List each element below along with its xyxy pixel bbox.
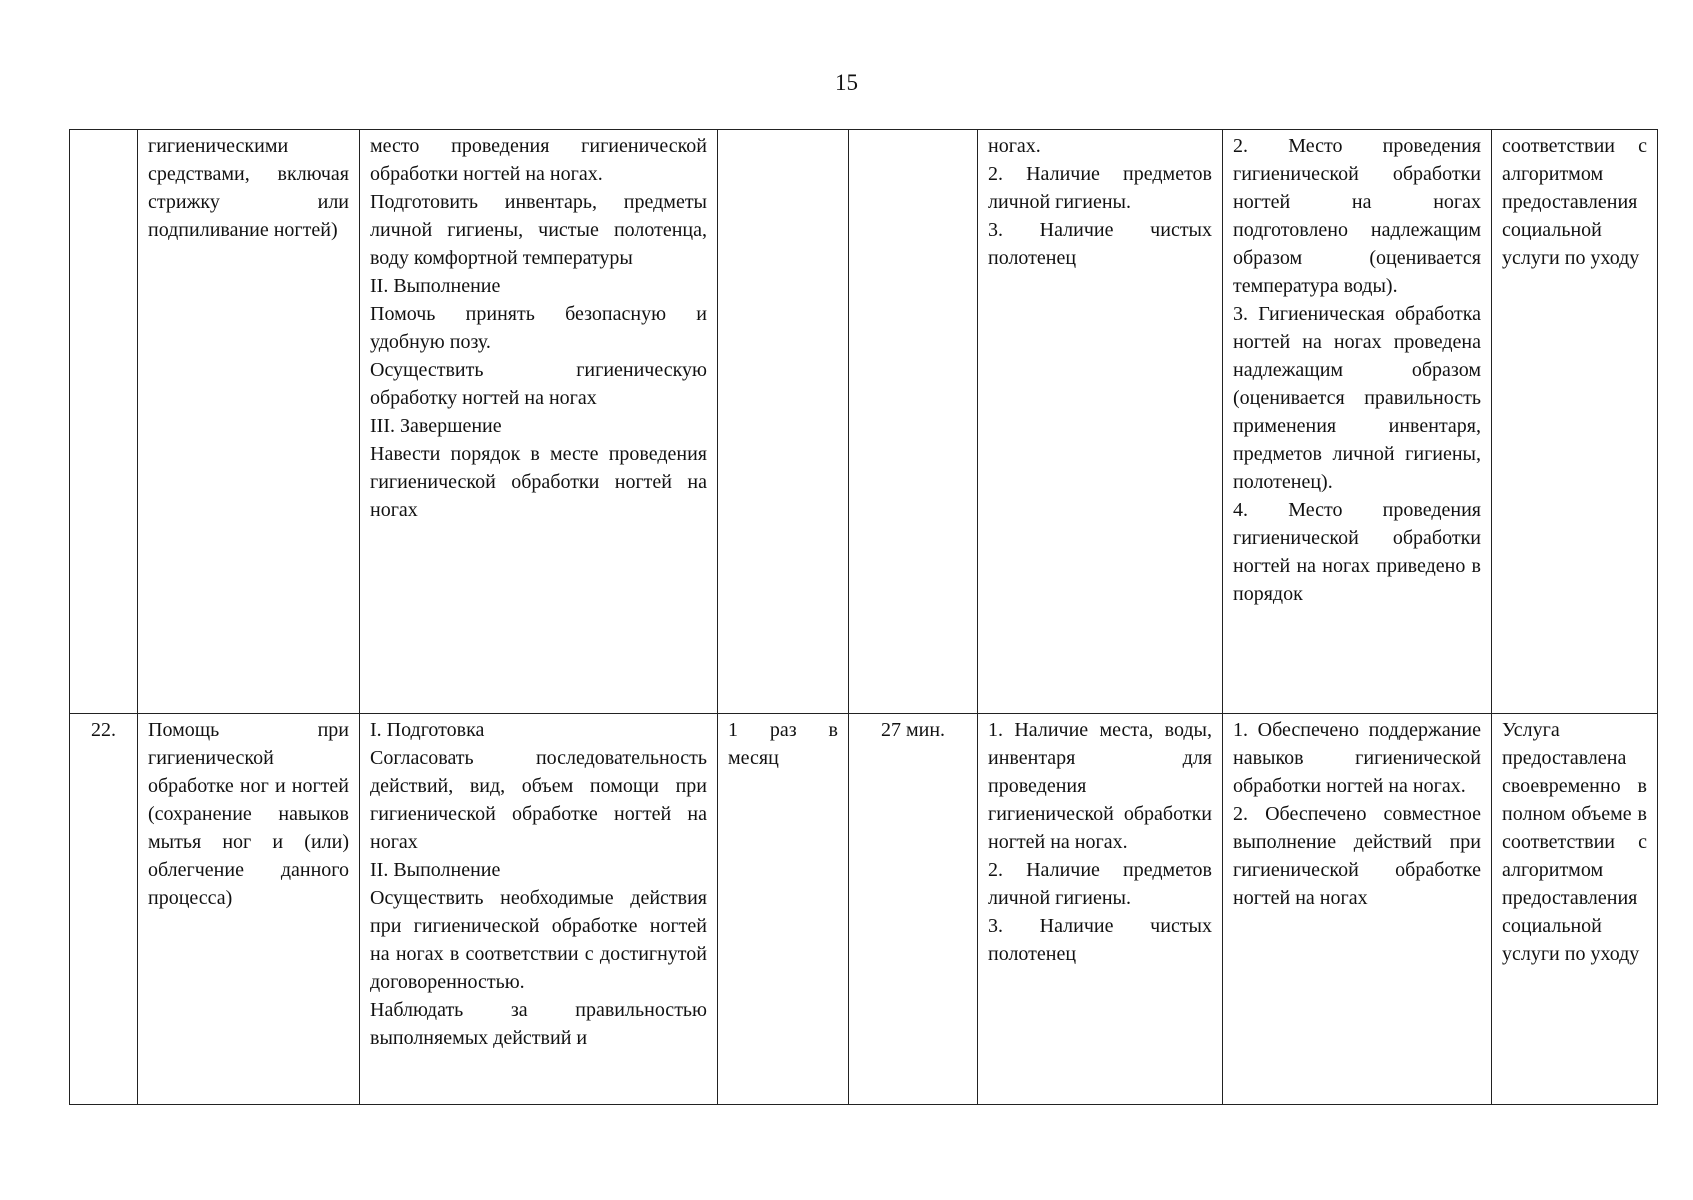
content-line: Осуществить гигиеническую обработку ногтей на ногах bbox=[370, 359, 707, 409]
conditions-line: 3. Наличие чистых полотенец bbox=[988, 915, 1212, 965]
cell-quality bbox=[1223, 714, 1492, 1105]
cell-number: 22. bbox=[70, 714, 138, 1105]
quality-line: 3. Гигиеническая обработка ногтей на ногах проведена надлежащим образом (оценивается правильность применения инвентаря, предметов личной гигиены, полотенец). bbox=[1233, 303, 1481, 493]
cell-conditions bbox=[978, 714, 1223, 1105]
cell-number bbox=[70, 130, 138, 714]
cell-content bbox=[360, 714, 718, 1105]
conditions-line: 2. Наличие предметов личной гигиены. bbox=[988, 859, 1212, 909]
content-line: Согласовать последовательность действий, вид, объем помощи при гигиенической обработке ногтей на ногах bbox=[370, 747, 707, 853]
cell-service bbox=[138, 714, 360, 1105]
cell-service bbox=[138, 130, 360, 714]
content-line: I. Подготовка bbox=[370, 719, 485, 741]
quality-line: 2. Обеспечено совместное выполнение действий при гигиенической обработке ногтей на ногах bbox=[1233, 803, 1481, 909]
cell-conditions bbox=[978, 130, 1223, 714]
conditions-line: 1. Наличие места, воды, инвентаря для проведения гигиенической обработки ногтей на ногах. bbox=[988, 719, 1212, 853]
table-row bbox=[70, 130, 1658, 714]
services-table bbox=[69, 129, 1658, 1105]
content-line: II. Выполнение bbox=[370, 859, 501, 881]
cell-result bbox=[1492, 714, 1658, 1105]
content-line: место проведения гигиенической обработки ногтей на ногах. bbox=[370, 135, 707, 185]
cell-frequency: 1 раз в месяц bbox=[718, 714, 849, 1105]
conditions-line: 3. Наличие чистых полотенец bbox=[988, 219, 1212, 269]
content-line: II. Выполнение bbox=[370, 275, 501, 297]
quality-line: 1. Обеспечено поддержание навыков гигиенической обработки ногтей на ногах. bbox=[1233, 719, 1481, 797]
result-line: соответствии с алгоритмом предоставления социальной услуги по уходу bbox=[1502, 135, 1647, 269]
cell-result bbox=[1492, 130, 1658, 714]
cell-frequency bbox=[718, 130, 849, 714]
quality-line: 4. Место проведения гигиенической обработки ногтей на ногах приведено в порядок bbox=[1233, 499, 1481, 605]
conditions-line: ногах. bbox=[988, 135, 1041, 157]
service-line: Помощь при гигиенической обработке ног и ногтей (сохранение навыков мытья ног и (или) облегчение данного процесса) bbox=[148, 719, 349, 909]
content-line: Осуществить необходимые действия при гигиенической обработке ногтей на ногах в соответствии с достигнутой договоренностью. bbox=[370, 887, 707, 993]
page-number: 15 bbox=[835, 70, 858, 95]
cell-quality bbox=[1223, 130, 1492, 714]
content-line: Навести порядок в месте проведения гигиенической обработки ногтей на ногах bbox=[370, 443, 707, 521]
cell-time bbox=[849, 130, 978, 714]
table-row bbox=[70, 714, 1658, 1105]
quality-line: 2. Место проведения гигиенической обработки ногтей на ногах подготовлено надлежащим образом (оценивается температура воды). bbox=[1233, 135, 1481, 297]
cell-content bbox=[360, 130, 718, 714]
content-line: Помочь принять безопасную и удобную позу. bbox=[370, 303, 707, 353]
content-line: Подготовить инвентарь, предметы личной гигиены, чистые полотенца, воду комфортной температуры bbox=[370, 191, 707, 269]
service-line: гигиеническими средствами, включая стрижку или подпиливание ногтей) bbox=[148, 135, 349, 241]
conditions-line: 2. Наличие предметов личной гигиены. bbox=[988, 163, 1212, 213]
cell-time: 27 мин. bbox=[849, 714, 978, 1105]
result-line: Услуга предоставлена своевременно в полном объеме в соответствии с алгоритмом предоставления социальной услуги по уходу bbox=[1502, 719, 1647, 965]
content-line: Наблюдать за правильностью выполняемых действий и bbox=[370, 999, 707, 1049]
content-line: III. Завершение bbox=[370, 415, 502, 437]
